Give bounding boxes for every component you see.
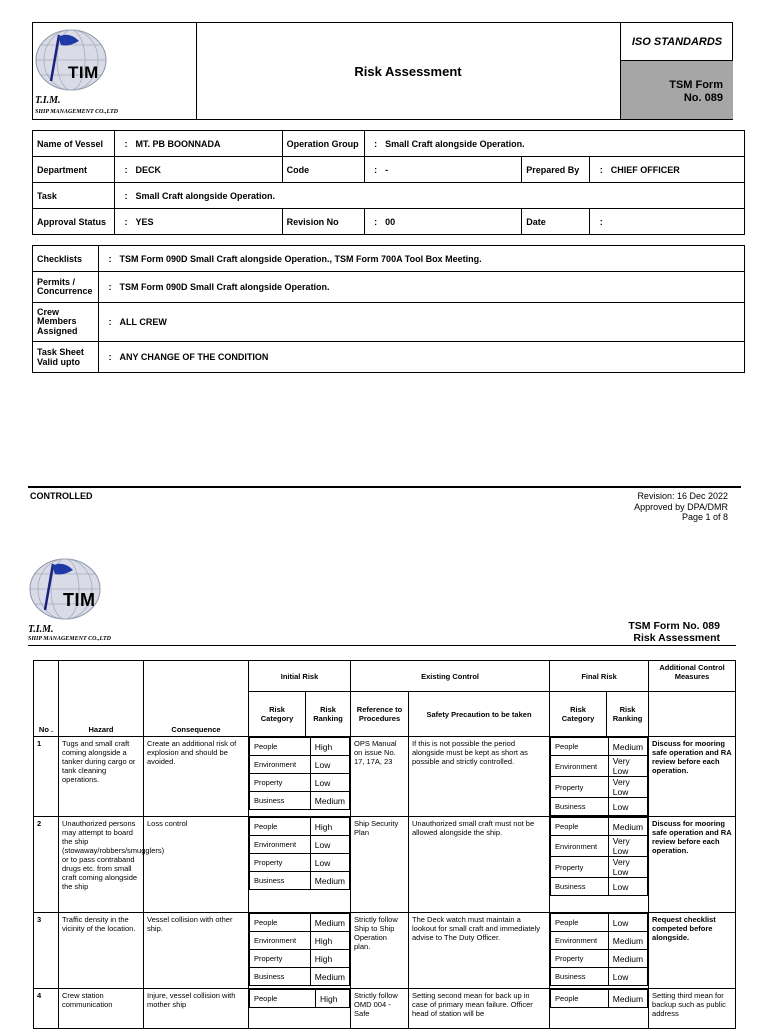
risk-rating-row <box>551 968 648 986</box>
final-risk-cell <box>550 989 649 1029</box>
risk-category-cell: Property <box>551 857 609 878</box>
row-number: 3 <box>34 913 59 989</box>
risk-ranking-cell: Low <box>310 756 349 774</box>
approved-by: Approved by DPA/DMR <box>634 501 728 512</box>
approval-value: YES <box>135 216 154 227</box>
additional-control-cell: Request checklist competed before alongside. <box>649 913 736 989</box>
reference-cell: Ship Security Plan <box>351 817 409 913</box>
risk-category-cell: Business <box>250 792 311 810</box>
risk-rating-row <box>250 914 350 932</box>
logo-block <box>33 23 197 119</box>
safety-precaution-cell: Unauthorized small craft must not be allowed alongside the ship. <box>409 817 550 913</box>
initial-risk-cell <box>249 737 351 817</box>
page2-title-block <box>628 620 720 644</box>
risk-rating-row <box>551 878 648 896</box>
risk-category-cell: People <box>250 990 316 1008</box>
risk-ranking-cell: Low <box>608 798 647 816</box>
additional-control-cell: Setting third mean for backup such as public address <box>649 989 736 1029</box>
risk-ranking-cell: High <box>310 738 349 756</box>
table-row <box>34 989 736 1029</box>
reference-cell: Strictly follow OMD 004 - Safe <box>351 989 409 1029</box>
safety-precaution-cell: The Deck watch must maintain a lookout for small craft and immediately advise to The Duty Officer. <box>409 913 550 989</box>
risk-rating-row <box>250 990 350 1008</box>
crew-cell: : ALL CREW <box>99 303 745 342</box>
additional-control-cell: Discuss for mooring safe operation and RA review before each operation. <box>649 737 736 817</box>
row-number: 1 <box>34 737 59 817</box>
col-hazard-header: Hazard <box>59 661 144 737</box>
initial-risk-cell <box>249 817 351 913</box>
risk-ranking-cell: Medium <box>608 818 647 836</box>
permits-value: TSM Form 090D Small Craft alongside Operation. <box>119 282 330 292</box>
risk-category-cell: People <box>551 818 609 836</box>
risk-category-cell: People <box>250 738 311 756</box>
department-value: DECK <box>135 164 161 175</box>
approval-label: Approval Status <box>33 209 115 235</box>
task-sheet-cell: : ANY CHANGE OF THE CONDITION <box>99 342 745 373</box>
form-number-line1: TSM Form <box>669 79 723 91</box>
logo-text: TIM <box>63 590 96 610</box>
operation-group-value: Small Craft alongside Operation. <box>385 138 525 149</box>
risk-category-cell: Property <box>551 950 609 968</box>
risk-rating-row <box>551 818 648 836</box>
operation-group-label: Operation Group <box>282 131 364 157</box>
crew-label: Crew Members Assigned <box>33 303 99 342</box>
table-row <box>34 913 736 989</box>
risk-category-cell: Business <box>551 878 609 896</box>
vessel-label: Name of Vessel <box>33 131 115 157</box>
risk-ranking-cell: High <box>310 950 349 968</box>
task-label: Task <box>33 183 115 209</box>
reference-cell: Strictly follow Ship to Ship Operation plan. <box>351 913 409 989</box>
col-final-ranking-header: Risk Ranking <box>607 692 649 737</box>
risk-category-cell: Business <box>250 968 311 986</box>
risk-rating-row <box>250 792 350 810</box>
row-number: 4 <box>34 989 59 1029</box>
hazard-cell: Crew station communication <box>59 989 144 1029</box>
code-cell: : - <box>364 157 522 183</box>
additional-control-cell: Discuss for mooring safe operation and RA review before each operation. <box>649 817 736 913</box>
risk-rating-row <box>551 738 648 756</box>
risk-ranking-cell: Very Low <box>608 857 647 878</box>
reference-cell: OPS Manual on issue No. 17, 17A, 23 <box>351 737 409 817</box>
initial-risk-cell <box>249 989 351 1029</box>
risk-ranking-cell: High <box>310 932 349 950</box>
consequence-cell: Loss control <box>144 817 249 913</box>
row-number: 2 <box>34 817 59 913</box>
risk-ranking-cell: High <box>316 990 350 1008</box>
company-short-name: T.I.M. <box>28 624 54 635</box>
col-final-category-header: Risk Category <box>550 692 607 737</box>
checklists-cell: : TSM Form 090D Small Craft alongside Operation., TSM Form 700A Tool Box Meeting. <box>99 246 745 272</box>
col-consequence-header: Consequence <box>144 661 249 737</box>
risk-category-cell: People <box>250 818 311 836</box>
risk-ranking-cell: Low <box>608 968 647 986</box>
risk-category-cell: People <box>250 914 311 932</box>
risk-ranking-cell: Low <box>310 854 349 872</box>
iso-standards-label: ISO STANDARDS <box>621 23 733 61</box>
risk-ranking-cell: Very Low <box>608 756 647 777</box>
risk-category-cell: Business <box>551 968 609 986</box>
vessel-info-table <box>32 130 745 235</box>
date-cell: : <box>590 209 745 235</box>
form-header <box>32 22 733 120</box>
revision-block <box>634 491 728 523</box>
risk-category-cell: Property <box>250 950 311 968</box>
risk-assessment-table <box>33 660 736 1029</box>
permits-cell: : TSM Form 090D Small Craft alongside Operation. <box>99 272 745 303</box>
vessel-value: MT. PB BOONNADA <box>135 138 221 149</box>
risk-category-cell: People <box>551 990 609 1008</box>
risk-rating-row <box>551 990 648 1008</box>
consequence-cell: Injure, vessel collision with mother ship <box>144 989 249 1029</box>
permits-label: Permits / Concurrence <box>33 272 99 303</box>
page2-title: Risk Assessment <box>633 632 720 644</box>
risk-rating-row <box>250 968 350 986</box>
risk-category-cell: Environment <box>551 932 609 950</box>
vessel-value-cell: : MT. PB BOONNADA <box>114 131 282 157</box>
risk-ranking-cell: Medium <box>608 932 647 950</box>
risk-rating-row <box>250 854 350 872</box>
risk-ranking-cell: Medium <box>310 914 349 932</box>
safety-precaution-cell: If this is not possible the period alongside must be kept as short as possible and strictly controlled. <box>409 737 550 817</box>
task-value: Small Craft alongside Operation. <box>135 190 275 201</box>
risk-rating-row <box>250 836 350 854</box>
risk-rating-row <box>250 738 350 756</box>
prepared-by-cell: : CHIEF OFFICER <box>590 157 745 183</box>
page-number: Page 1 of 8 <box>681 512 728 522</box>
task-details-table <box>32 245 745 373</box>
risk-category-cell: Environment <box>250 932 311 950</box>
col-risk-ranking-header: Risk Ranking <box>306 692 351 737</box>
hazard-cell: Tugs and small craft coming alongside a tanker during cargo or tank cleaning operations. <box>59 737 144 817</box>
risk-rating-row <box>551 932 648 950</box>
risk-ranking-cell: Medium <box>608 990 647 1008</box>
crew-value: ALL CREW <box>119 317 167 327</box>
footer-divider <box>28 486 741 488</box>
risk-ranking-cell: Very Low <box>608 777 647 798</box>
hazard-cell: Traffic density in the vicinity of the location. <box>59 913 144 989</box>
department-cell: : DECK <box>114 157 282 183</box>
risk-ranking-cell: Very Low <box>608 836 647 857</box>
risk-rating-row <box>250 950 350 968</box>
risk-category-cell: People <box>551 738 609 756</box>
col-reference-header: Reference to Procedures <box>351 692 409 737</box>
risk-ranking-cell: Medium <box>310 792 349 810</box>
final-risk-cell <box>550 913 649 989</box>
task-sheet-value: ANY CHANGE OF THE CONDITION <box>119 352 269 362</box>
table-row <box>34 817 736 913</box>
risk-ranking-cell: Medium <box>310 968 349 986</box>
company-full-name: SHIP MANAGEMENT CO.,LTD <box>35 109 119 115</box>
risk-rating-row <box>551 836 648 857</box>
task-sheet-label: Task Sheet Valid upto <box>33 342 99 373</box>
revision-no-label: Revision No <box>282 209 364 235</box>
risk-category-cell: Environment <box>250 756 311 774</box>
task-cell: : Small Craft alongside Operation. <box>114 183 744 209</box>
operation-group-cell: : Small Craft alongside Operation. <box>364 131 744 157</box>
risk-ranking-cell: Medium <box>608 950 647 968</box>
form-number <box>621 61 733 119</box>
risk-rows <box>34 737 736 1029</box>
safety-precaution-cell: Setting second mean for back up in case of primary mean failure. Officer head of station will be <box>409 989 550 1029</box>
revision-date: Revision: 16 Dec 2022 <box>637 491 728 501</box>
risk-rating-row <box>551 798 648 816</box>
risk-rating-row <box>551 950 648 968</box>
final-risk-header: Final Risk <box>550 661 649 692</box>
page2-form-number: TSM Form No. 089 <box>628 620 720 632</box>
final-risk-cell <box>550 737 649 817</box>
col-safety-header: Safety Precaution to be taken <box>409 692 550 737</box>
consequence-cell: Create an additional risk of explosion and should be avoided. <box>144 737 249 817</box>
risk-category-cell: Property <box>250 854 311 872</box>
prepared-by-label: Prepared By <box>522 157 590 183</box>
risk-category-cell: Property <box>551 777 609 798</box>
risk-rating-row <box>551 857 648 878</box>
existing-control-header: Existing Control <box>351 661 550 692</box>
risk-ranking-cell: Medium <box>310 872 349 890</box>
document-title: Risk Assessment <box>196 23 621 119</box>
col-additional-header-blank <box>649 692 736 737</box>
prepared-by-value: CHIEF OFFICER <box>610 164 680 175</box>
risk-ranking-cell: Low <box>608 914 647 932</box>
risk-ranking-cell: Low <box>608 878 647 896</box>
risk-rating-row <box>250 774 350 792</box>
risk-rating-row <box>250 756 350 774</box>
company-short-name: T.I.M. <box>35 95 61 106</box>
checklists-value: TSM Form 090D Small Craft alongside Operation., TSM Form 700A Tool Box Meeting. <box>119 253 482 264</box>
hazard-cell: Unauthorized persons may attempt to board the ship (stowaway/robbers/smugglers) or to pass contraband drugs etc. from small craft coming alongside the ship <box>59 817 144 913</box>
risk-ranking-cell: Medium <box>608 738 647 756</box>
risk-category-cell: Business <box>551 798 609 816</box>
revision-no-cell: : 00 <box>364 209 522 235</box>
form-number-line2: No. 089 <box>683 92 723 104</box>
risk-category-cell: People <box>551 914 609 932</box>
table-row <box>34 737 736 817</box>
col-risk-category-header: Risk Category <box>249 692 306 737</box>
risk-rating-row <box>250 932 350 950</box>
risk-rating-row <box>250 872 350 890</box>
code-label: Code <box>282 157 364 183</box>
additional-control-header: Additional Control Measures <box>649 661 736 692</box>
col-no-header: No . <box>34 661 59 737</box>
final-risk-cell <box>550 817 649 913</box>
risk-category-cell: Property <box>250 774 311 792</box>
company-full-name: SHIP MANAGEMENT CO.,LTD <box>28 636 112 642</box>
initial-risk-header: Initial Risk <box>249 661 351 692</box>
risk-category-cell: Environment <box>250 836 311 854</box>
risk-rating-row <box>551 756 648 777</box>
initial-risk-cell <box>249 913 351 989</box>
risk-ranking-cell: Low <box>310 774 349 792</box>
logo-text: TIM <box>68 63 99 82</box>
risk-category-cell: Environment <box>551 756 609 777</box>
risk-ranking-cell: High <box>310 818 349 836</box>
risk-rating-row <box>551 777 648 798</box>
code-value: - <box>385 164 389 175</box>
department-label: Department <box>33 157 115 183</box>
controlled-label: CONTROLLED <box>30 491 93 501</box>
checklists-label: Checklists <box>33 246 99 272</box>
approval-cell: : YES <box>114 209 282 235</box>
date-label: Date <box>522 209 590 235</box>
revision-no-value: 00 <box>385 216 396 227</box>
risk-rating-row <box>250 818 350 836</box>
risk-category-cell: Environment <box>551 836 609 857</box>
risk-category-cell: Business <box>250 872 311 890</box>
consequence-cell: Vessel collision with other ship. <box>144 913 249 989</box>
page2-divider <box>28 645 736 646</box>
risk-ranking-cell: Low <box>310 836 349 854</box>
risk-rating-row <box>551 914 648 932</box>
